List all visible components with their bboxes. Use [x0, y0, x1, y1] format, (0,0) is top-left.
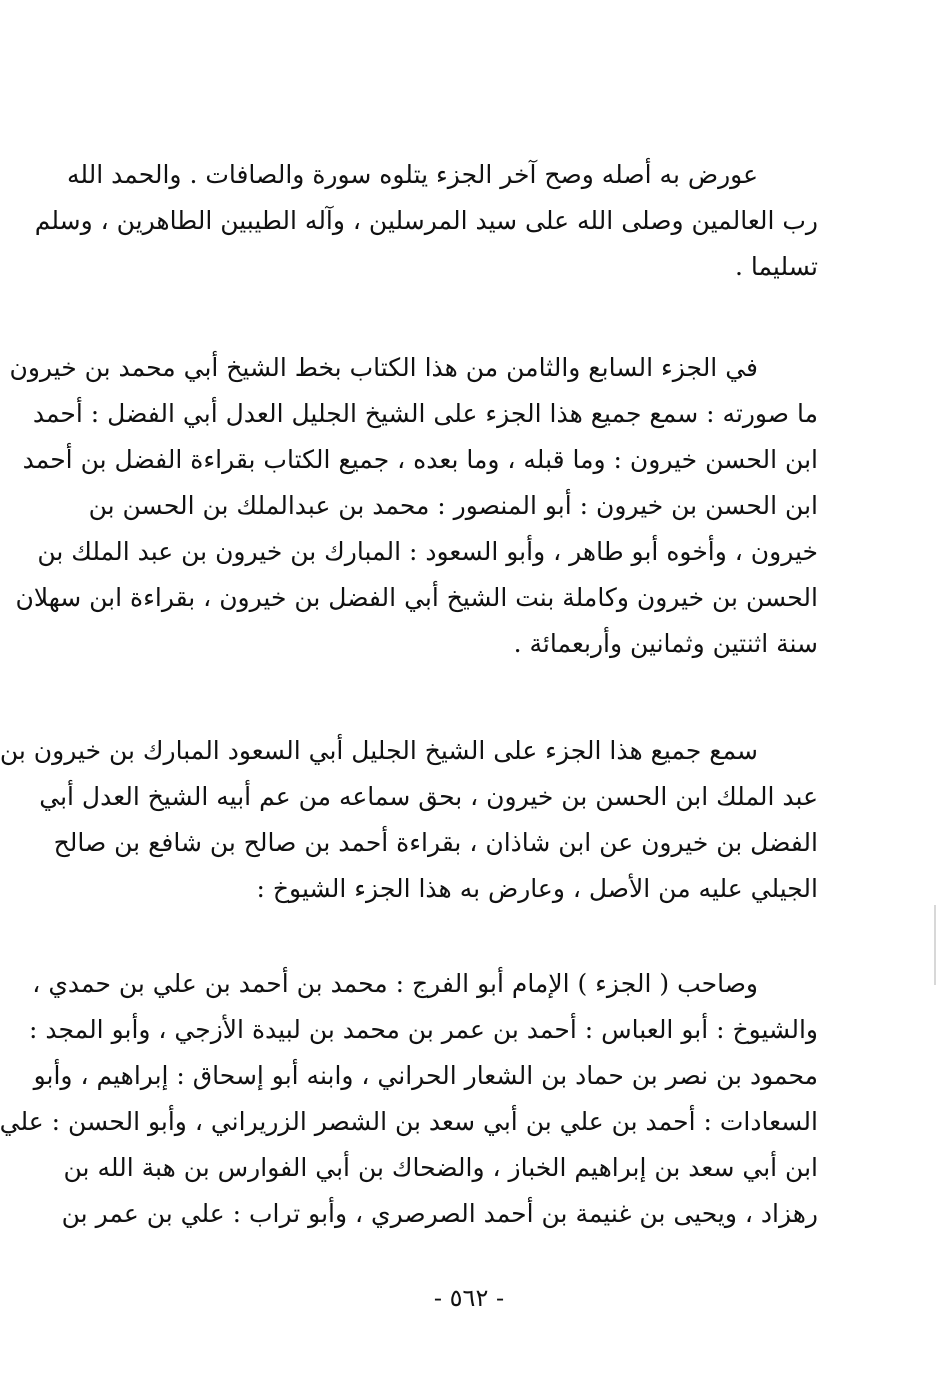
text-line: تسليما .	[734, 252, 818, 281]
paragraph-audition-note-abu-saud	[0, 728, 818, 912]
page-number: - ٥٦٢ -	[433, 1284, 505, 1312]
paragraph-audition-note-khayrun	[9, 345, 818, 667]
text-line: محمود بن نصر بن حماد بن الشعار الحراني ، وابنه أبو إسحاق : إبراهيم ، وأبو	[33, 1061, 818, 1090]
text-line: ابن الحسن بن خيرون : أبو المنصور : محمد بن عبدالملك بن الحسن بن	[88, 491, 818, 520]
text-line: ما صورته : سمع جميع هذا الجزء على الشيخ الجليل العدل أبي الفضل : أحمد	[32, 399, 818, 428]
document-page	[2, 0, 936, 1380]
text-line: الحسن بن خيرون وكاملة بنت الشيخ أبي الفضل بن خيرون ، بقراءة ابن سهلان	[15, 583, 818, 612]
text-line: عبد الملك ابن الحسن بن خيرون ، بحق سماعه من عم أبيه الشيخ العدل أبي	[39, 782, 818, 811]
text-line: خيرون ، وأخوه أبو طاهر ، وأبو السعود : المبارك بن خيرون بن عبد الملك بن	[37, 537, 818, 566]
text-line: الجيلي عليه من الأصل ، وعارض به هذا الجزء الشيوخ :	[256, 874, 818, 903]
text-line: رب العالمين وصلى الله على سيد المرسلين ، وآله الطيبين الطاهرين ، وسلم	[34, 206, 818, 235]
text-line: سمع جميع هذا الجزء على الشيخ الجليل أبي السعود المبارك بن خيرون بن	[0, 736, 758, 765]
text-line: والشيوخ : أبو العباس : أحمد بن عمر بن محمد بن لبيدة الأزجي ، وأبو المجد :	[28, 1015, 818, 1044]
text-line: رهزاد ، ويحيى بن غنيمة بن أحمد الصرصري ، وأبو تراب : علي بن عمر بن	[61, 1199, 818, 1228]
text-line: سنة اثنتين وثمانين وأربعمائة .	[513, 629, 818, 658]
text-line: الفضل بن خيرون عن ابن شاذان ، بقراءة أحمد بن صالح بن شافع بن صالح	[53, 828, 818, 857]
text-line: عورض به أصله وصح آخر الجزء يتلوه سورة والصافات . والحمد الله	[66, 160, 758, 189]
paragraph-colophon-end	[34, 152, 818, 290]
text-line: السعادات : أحمد بن علي بن أبي سعد بن الشصر الزريراني ، وأبو الحسن : علي	[0, 1107, 818, 1136]
text-line: وصاحب ( الجزء ) الإمام أبو الفرج : محمد بن أحمد بن علي بن حمدي ،	[32, 969, 758, 998]
text-line: ابن أبي سعد بن إبراهيم الخباز ، والضحاك بن أبي الفوارس بن هبة الله بن	[63, 1153, 818, 1182]
text-line: ابن الحسن خيرون : وما قبله ، وما بعده ، جميع الكتاب بقراءة الفضل بن أحمد	[22, 445, 818, 474]
paragraph-shuyukh-list	[0, 961, 818, 1237]
text-line: في الجزء السابع والثامن من هذا الكتاب بخط الشيخ أبي محمد بن خيرون	[9, 353, 758, 382]
